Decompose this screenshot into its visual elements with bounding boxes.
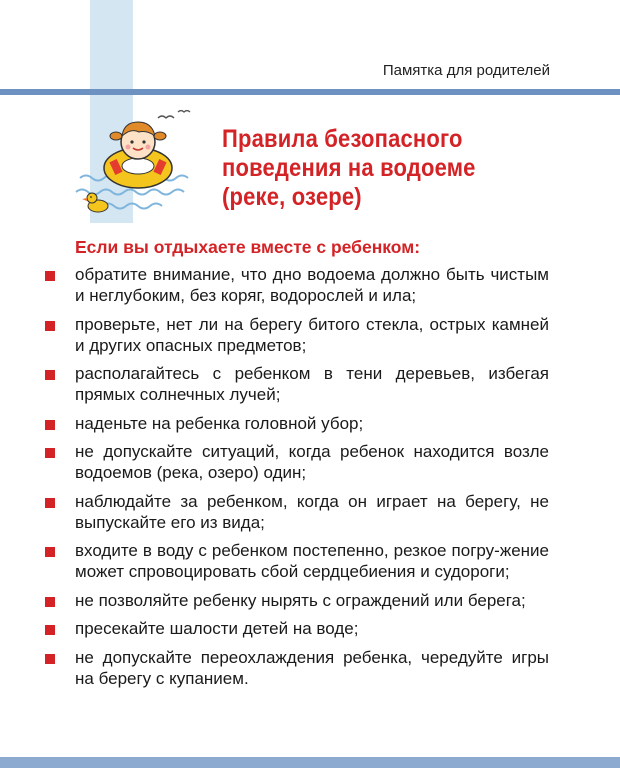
title-line: поведения на водоеме [222,154,476,182]
bullet-square-icon [45,271,55,281]
list-item-text: обратите внимание, что дно водоема должно быть чистым и неглубоким, без коряг, водорослей и ила; [75,265,549,305]
list-item-text: наденьте на ребенка головной убор; [75,413,364,433]
list-item-text: наблюдайте за ребенком, когда он играет на берегу, не выпускайте его из вида; [75,491,549,532]
bullet-square-icon [45,448,55,458]
bullet-square-icon [45,498,55,508]
title-line: (реке, озере) [222,183,362,211]
list-item [0,618,620,639]
bullet-square-icon [45,547,55,557]
list-item [0,314,620,356]
bullet-square-icon [45,597,55,607]
bullet-square-icon [45,321,55,331]
bullet-square-icon [45,625,55,635]
list-item-text: не допускайте переохлаждения ребенка, чередуйте игры на берегу с купанием. [75,647,549,688]
list-item-text: проверьте, нет ли на берегу битого стекла, острых камней и других опасных предметов; [75,314,549,355]
list-item [0,590,620,611]
list-item-text: пресекайте шалости детей на воде; [75,619,359,638]
bullet-square-icon [45,420,55,430]
list-item [0,540,620,582]
rules-list [0,264,620,696]
list-item [0,264,620,306]
list-item-text: располагайтесь с ребенком в тени деревьев, избегая прямых солнечных лучей; [75,364,549,404]
bottom-divider [0,757,620,768]
title-line: Правила безопасного [222,125,463,153]
intro-heading: Если вы отдыхаете вместе с ребенком: [75,237,421,257]
list-item [0,491,620,533]
list-item [0,363,620,405]
list-item [0,647,620,689]
list-item-text: входите в воду с ребенком постепенно, резкое погру-жение может спровоцировать сбой сердцебиения и судороги; [75,541,549,581]
bullet-square-icon [45,654,55,664]
child-swimming-ring-duck-icon [72,108,204,226]
list-item [0,413,620,434]
list-item [0,441,620,483]
bullet-square-icon [45,370,55,380]
top-divider [0,89,620,95]
list-item-text: не допускайте ситуаций, когда ребенок находится возле водоемов (река, озеро) один; [75,442,549,482]
page-title [222,125,512,212]
header-label: Памятка для родителей [382,62,550,79]
list-item-text: не позволяйте ребенку нырять с ограждений или берега; [75,590,526,610]
